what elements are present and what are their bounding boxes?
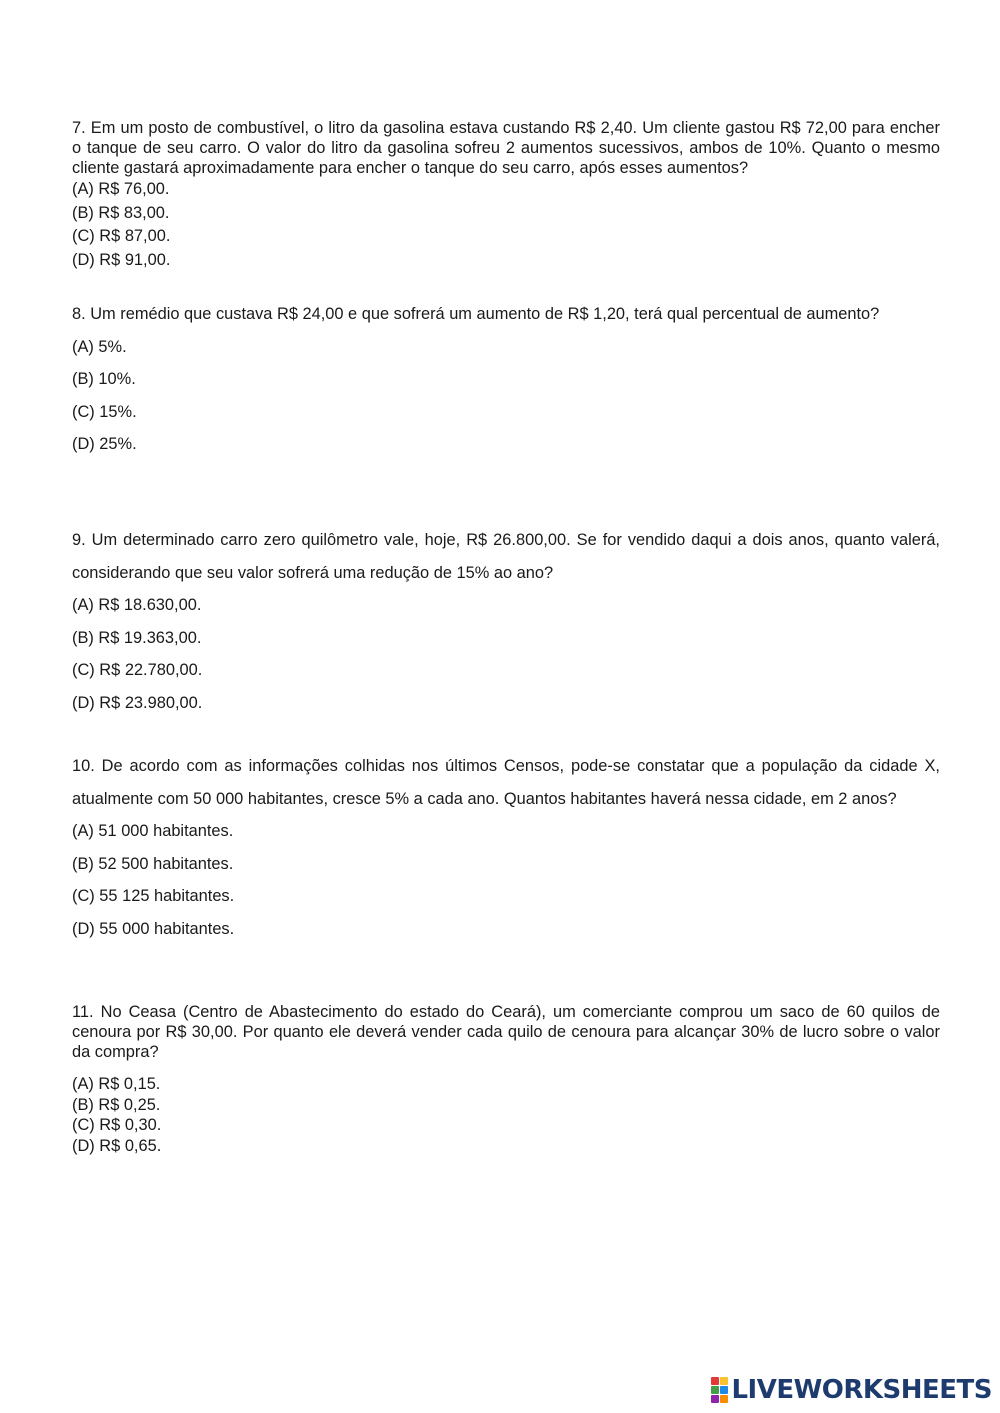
logo-text: LIVEWORKSHEETS (731, 1375, 992, 1405)
question-7-option-d[interactable]: (D) R$ 91,00. (72, 250, 171, 269)
liveworksheets-logo (711, 1375, 992, 1405)
question-8-option-c[interactable]: (C) 15%. (72, 402, 137, 421)
spacer (72, 1062, 940, 1074)
question-11-option-a[interactable]: (A) R$ 0,15. (72, 1075, 161, 1093)
question-8-option-a[interactable]: (A) 5%. (72, 337, 127, 356)
question-8 (72, 298, 940, 461)
question-9-stem: 9. Um determinado carro zero quilômetro vale, hoje, R$ 26.800,00. Se for vendido daqui a dois anos, quanto valerá, considerando que seu valor sofrerá uma redução de 15% ao ano? (72, 531, 940, 582)
question-11-option-d[interactable]: (D) R$ 0,65. (72, 1136, 162, 1155)
question-11 (72, 1002, 940, 1156)
question-7 (72, 118, 940, 272)
question-9-option-d[interactable]: (D) R$ 23.980,00. (72, 693, 203, 712)
question-10-option-c[interactable]: (C) 55 125 habitantes. (72, 887, 235, 905)
question-10 (72, 750, 940, 945)
question-10-option-d[interactable]: (D) 55 000 habitantes. (72, 919, 235, 938)
question-8-option-b[interactable]: (B) 10%. (72, 370, 136, 388)
question-11-option-c[interactable]: (C) R$ 0,30. (72, 1116, 162, 1134)
logo-mark-icon (711, 1377, 728, 1403)
question-10-option-a[interactable]: (A) 51 000 habitantes. (72, 822, 234, 840)
question-10-option-b[interactable]: (B) 52 500 habitantes. (72, 854, 234, 873)
question-7-option-a[interactable]: (A) R$ 76,00. (72, 180, 170, 198)
question-9-option-b[interactable]: (B) R$ 19.363,00. (72, 628, 202, 647)
question-7-option-b[interactable]: (B) R$ 83,00. (72, 203, 170, 222)
question-8-stem: 8. Um remédio que custava R$ 24,00 e que sofrerá um aumento de R$ 1,20, terá qual percentual de aumento? (72, 305, 880, 323)
question-10-stem: 10. De acordo com as informações colhidas nos últimos Censos, pode-se constatar que a população da cidade X, atualmente com 50 000 habitantes, cresce 5% a cada ano. Quantos habitantes haverá nessa cidade, em 2 anos? (72, 757, 940, 808)
question-9 (72, 524, 940, 719)
question-7-stem: 7. Em um posto de combustível, o litro da gasolina estava custando R$ 2,40. Um cliente gastou R$ 72,00 para encher o tanque de seu carro. O valor do litro da gasolina sofreu 2 aumentos sucessivos, ambos de 10%. Quanto o mesmo cliente gastará aproximadamente para encher o tanque do seu carro, após esses aumentos? (72, 119, 940, 177)
question-7-option-c[interactable]: (C) R$ 87,00. (72, 227, 171, 245)
question-11-option-b[interactable]: (B) R$ 0,25. (72, 1095, 161, 1114)
question-11-stem: 11. No Ceasa (Centro de Abastecimento do estado do Ceará), um comerciante comprou um saco de 60 quilos de cenoura por R$ 30,00. Por quanto ele deverá vender cada quilo de cenoura para alcançar 30% de lucro sobre o valor da compra? (72, 1003, 940, 1061)
question-8-option-d[interactable]: (D) 25%. (72, 435, 137, 453)
question-9-option-c[interactable]: (C) R$ 22.780,00. (72, 661, 203, 679)
question-9-option-a[interactable]: (A) R$ 18.630,00. (72, 596, 202, 614)
